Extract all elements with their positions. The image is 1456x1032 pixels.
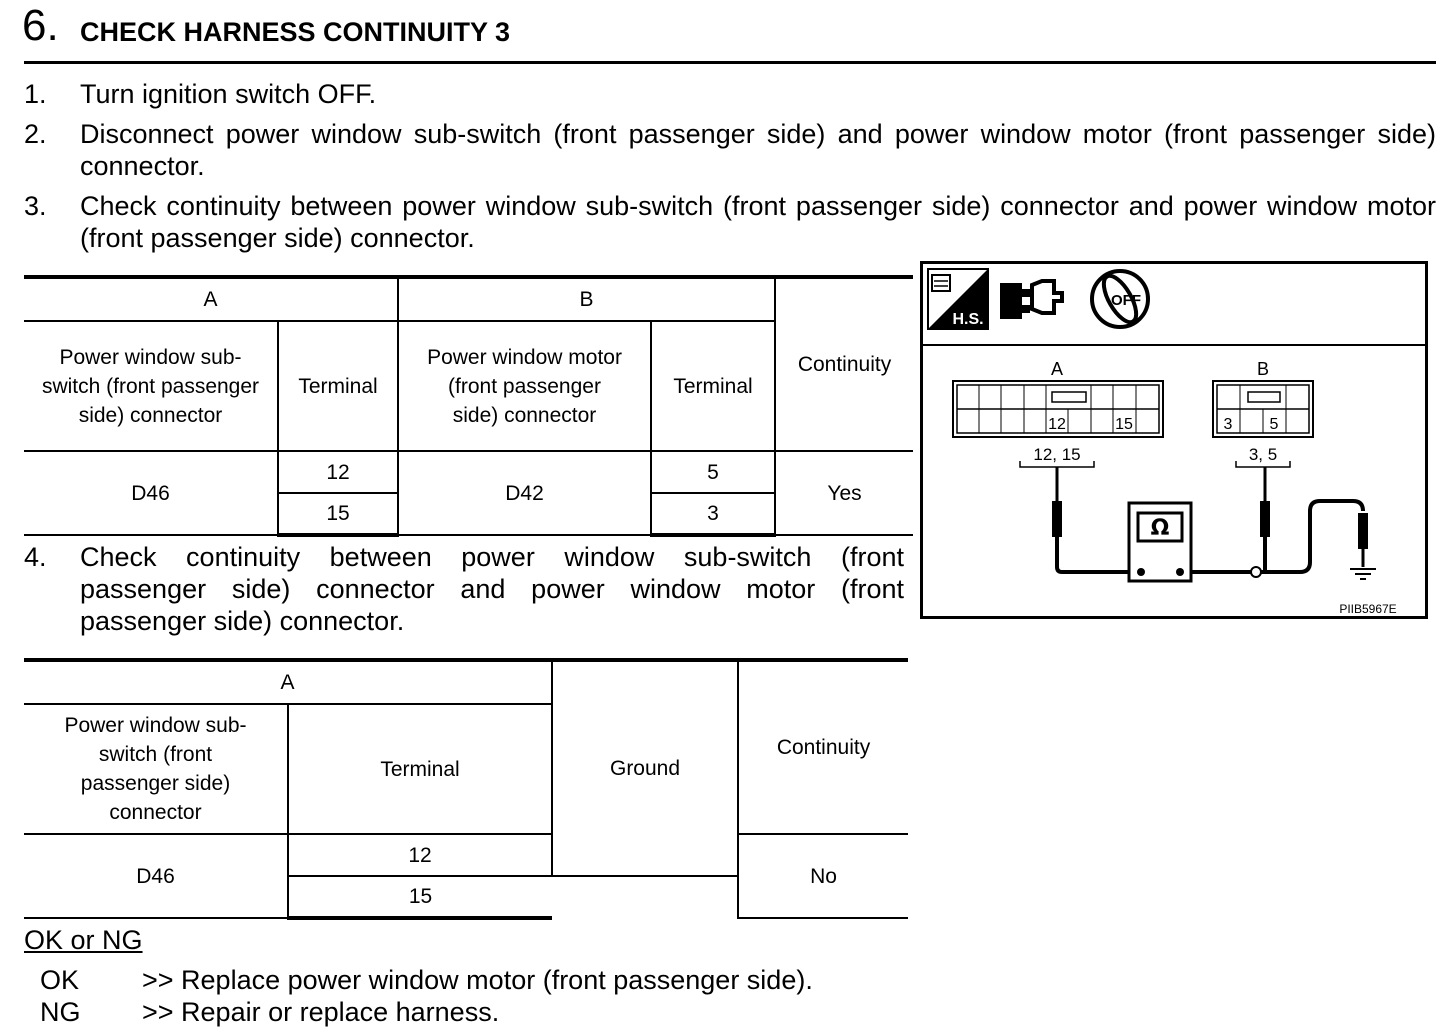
harness-side-icon bbox=[928, 269, 988, 329]
connector-diagram bbox=[920, 261, 1428, 619]
test-leads bbox=[1052, 467, 1368, 572]
junction-point bbox=[1251, 567, 1261, 577]
step-4 bbox=[24, 541, 904, 637]
step-4-text: Check continuity between power window sub-switch (front passenger side) connector and power window motor (front passenger side) connector. bbox=[80, 542, 904, 636]
ohm-symbol: Ω bbox=[1150, 516, 1170, 541]
ok-action: >> Replace power window motor (front passenger side). bbox=[142, 965, 813, 995]
hs-label: H.S. bbox=[952, 311, 984, 328]
connector-b bbox=[1213, 381, 1313, 437]
connector-b-pin-5: 5 bbox=[1269, 416, 1279, 433]
table1-a-terminal-15: 15 bbox=[278, 493, 398, 535]
table2-a-connector: D46 bbox=[24, 834, 288, 918]
table2-a-terminal-header: Terminal bbox=[288, 704, 552, 834]
ignition-off-icon bbox=[1092, 271, 1148, 327]
connector-b-pin-3: 3 bbox=[1223, 416, 1233, 433]
figure-code: PIIB5967E bbox=[1339, 602, 1397, 616]
connector-a-callout: 12, 15 bbox=[1033, 445, 1081, 464]
table1-a-connector-header: Power window sub- switch (front passenger side) connector bbox=[24, 321, 278, 451]
connector-a-pin-15: 15 bbox=[1115, 416, 1133, 433]
connector-disconnect-icon bbox=[1000, 281, 1062, 319]
step-3-text: Check continuity between power window sub-switch (front passenger side) connector and power window motor (front passenger side) connector. bbox=[80, 191, 1436, 253]
table1-b-terminal-header: Terminal bbox=[651, 321, 775, 451]
table2-a-terminal-12: 12 bbox=[288, 834, 552, 876]
table1-b-connector: D42 bbox=[398, 451, 651, 535]
step-2 bbox=[24, 118, 1436, 182]
connector-b-label: B bbox=[1256, 359, 1270, 379]
table2-group-a: A bbox=[24, 660, 552, 704]
connector-a-label: A bbox=[1050, 359, 1064, 379]
table1-group-b: B bbox=[398, 277, 775, 321]
table1-continuity: Yes bbox=[775, 451, 913, 535]
table1-b-terminal-5: 5 bbox=[651, 451, 775, 493]
step-title: CHECK HARNESS CONTINUITY 3 bbox=[80, 17, 511, 47]
table2-a-connector-header: Power window sub-switch (front passenger side) connector bbox=[24, 704, 288, 834]
table1-group-a: A bbox=[24, 277, 398, 321]
table2-continuity-header: Continuity bbox=[738, 660, 908, 834]
step-1-number: 1. bbox=[24, 79, 47, 109]
table1-a-terminal-12: 12 bbox=[278, 451, 398, 493]
step-3-number: 3. bbox=[24, 191, 47, 221]
step-4-number: 4. bbox=[24, 542, 47, 572]
ok-code: OK bbox=[40, 965, 80, 995]
table2-continuity: No bbox=[738, 834, 908, 918]
connector-a bbox=[953, 381, 1163, 437]
step-number: 6. bbox=[22, 1, 59, 50]
continuity-table-1 bbox=[24, 275, 913, 537]
connector-b-callout: 3, 5 bbox=[1248, 445, 1278, 464]
ng-action: >> Repair or replace harness. bbox=[142, 997, 500, 1027]
step-3 bbox=[24, 190, 1436, 254]
key-off-label: OFF bbox=[1111, 292, 1141, 309]
table1-b-terminal-3: 3 bbox=[651, 493, 775, 535]
table2-ground-header: Ground bbox=[552, 660, 738, 876]
step-1-text: Turn ignition switch OFF. bbox=[80, 79, 377, 109]
ng-code: NG bbox=[40, 997, 81, 1027]
ground-symbol-icon bbox=[1350, 569, 1376, 579]
table2-a-terminal-15: 15 bbox=[288, 876, 552, 918]
ok-ng-heading: OK or NG bbox=[24, 925, 143, 955]
connector-a-pin-12: 12 bbox=[1048, 416, 1066, 433]
step-2-number: 2. bbox=[24, 119, 47, 149]
table1-continuity-header: Continuity bbox=[775, 277, 913, 451]
table1-a-terminal-header: Terminal bbox=[278, 321, 398, 451]
table1-a-connector: D46 bbox=[24, 451, 278, 535]
table1-b-connector-header: Power window motor (front passenger side) connector bbox=[398, 321, 651, 451]
step-2-text: Disconnect power window sub-switch (front passenger side) and power window motor (front passenger side) connector. bbox=[80, 119, 1436, 181]
step-1 bbox=[24, 78, 1436, 110]
title-rule bbox=[24, 61, 1436, 64]
continuity-table-2 bbox=[24, 658, 908, 920]
ohmmeter-icon bbox=[1129, 503, 1191, 581]
